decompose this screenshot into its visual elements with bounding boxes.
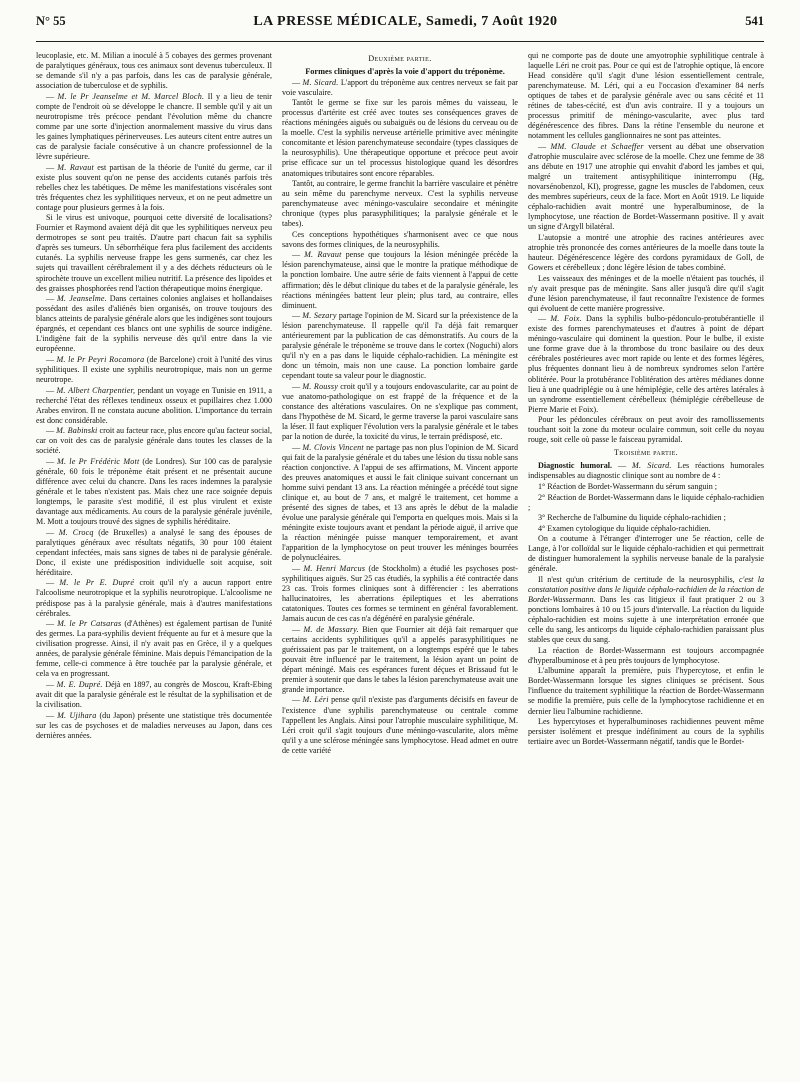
speaker-name: M. Ujihara <box>57 710 97 720</box>
speaker-name: MM. Claude et Schaeffer <box>550 141 644 151</box>
speaker-name: M. le Pr Peyri Rocamora <box>56 354 145 364</box>
paragraph: — M. Ujihara (du Japon) présente une statistique très documentée sur les cas de psychoses et de maladies nerveuses au Japon, dans ces dernières années. <box>36 710 272 740</box>
paragraph: — M. E. Dupré. Déjà en 1897, au congrès de Moscou, Kraft-Ebing avait dit que la paralysie générale est le résultat de la syphilisation et de la civilisation. <box>36 679 272 709</box>
speaker-name: M. Ravaut <box>57 162 94 172</box>
speaker-name: M. Albert Charpentier, <box>56 385 136 395</box>
speaker-name: M. de Massary. <box>303 624 359 634</box>
speaker-name: M. Babinski <box>56 426 98 436</box>
part-heading: Deuxième partie. <box>368 54 432 63</box>
column-3 <box>528 51 764 1071</box>
paragraph: — M. Sezary partage l'opinion de M. Sicard sur la préexistence de la lésion parenchymateuse. Il rappelle qu'il l'a déjà fait remarquer antérieurement par la publication de cas démonstratifs. Au cours de la paralysie générale le tréponème se trouve dans le cortex (Noguchi) alors qu'il n'y en a pas dans le liquide céphalo-rachidien. La méningite est donc un témoin, mais non une cause. La ponction lombaire garde cependant toute sa valeur pour le diagnostic. <box>282 311 518 381</box>
paragraph: Si le virus est univoque, pourquoi cette diversité de localisations? Fournier et Raymond avaient déjà dit que les syphilitiques nerveux peu dermotropes se sont peu traités. D'autre part chacun fait sa syphilis d'après ses tumeurs. Un séborrhéique fera plus facilement des accidents cutanés. La syphilis nerveuse frappe les gens surmenés, car chez les sujets qui travaillent cérébralement il y a des déchets réducteurs où le spirochète trouve un excellent milieu nutritif. La présence des lipoïdes et des graisses phosphorées rend l'action thérapeutique moins énergique. <box>36 213 272 293</box>
paragraph: — M. le Pr Catsaras (d'Athènes) est également partisan de l'unité des germes. La para-syphilis devient fréquente au fur et à mesure que la civilisation progresse. Ainsi, il n'y avait pas en Grèce, il y a quelques années, de paralysie générale féminine. Mais depuis l'émancipation de la femme, celle-ci commence à être touchée par la paralysie générale, et cela va en progressant. <box>36 619 272 679</box>
paragraph: Les vaisseaux des méninges et de la moelle n'étaient pas touchés, il n'y avait presque pas de méningite. Sans aller jusqu'à dire qu'il s'agit d'une lésion parenchymateuse, il faut reconnaître l'existence de formes qui évoluent de cette manière progressive. <box>528 273 764 313</box>
paragraph: Tantôt, au contraire, le germe franchit la barrière vasculaire et pénètre au sein même du parenchyme nerveux. C'est la syphilis nerveuse parenchymateuse avec méningo-vasculaire secondaire et méningite chronique (types plus parasyphilitiques; la paralysie générale et le tabes). <box>282 179 518 229</box>
issue-date: Samedi, 7 Août 1920 <box>425 14 558 29</box>
paragraph: — M. le Pr Peyri Rocamora (de Barcelone) croit à l'unité des virus syphilitiques. Il existe une syphilis neurotropique, mais non un germe neurotrope. <box>36 354 272 384</box>
paragraph: — M. le Pr Jeanselme et M. Marcel Bloch. Il y a lieu de tenir compte de l'endroit où se développe le chancre. Il semble qu'il y ait un neurotropisme très précoce pendant l'évolution même du chancre comme par une sorte d'injection anormalement massive du virus dans les gaines lymphatiques périnerveuses. Les auteurs citent entre autres un cas de paralysie faciale consécutive à un chancre professionnel de la lèvre supérieure. <box>36 91 272 161</box>
list-item: 2° Réaction de Bordet-Wassermann dans le liquide céphalo-rachidien ; <box>528 492 764 512</box>
column-1 <box>36 51 272 1071</box>
speaker-name: M. Foix. <box>550 314 582 324</box>
issue-number: N° 55 <box>36 14 66 28</box>
list-item: 4° Examen cytologique du liquide céphalo-rachidien. <box>538 523 711 533</box>
speaker-name: M. Sicard. <box>632 461 672 471</box>
emphasis: c'est la constatation positive dans le liquide céphalo-rachidien de la réaction de Bordet-Wassermann. <box>528 574 764 604</box>
speaker-name: M. Roussy <box>302 382 339 391</box>
paragraph: — M. Jeanselme. Dans certaines colonies anglaises et hollandaises possédant des asiles d'aliénés bien organisés, on trouve toujours des blancs atteints de paralysie générale alors que les indigènes sont toujours épargnés, et cependant ces blancs ont une syphilis de source indigène. L'indigène fait de la syphilis nerveuse dès qu'il entre dans la vie européenne. <box>36 294 272 354</box>
paragraph: — M. Crocq (de Bruxelles) a analysé le sang des épouses de paralytiques généraux avec résultats négatifs, 30 pour 100 étaient cependant infectées, mais sans signes de tabes ni de paralysie générale. Donc, il existe une prédisposition individuelle soit acquise, soit héréditaire. <box>36 527 272 577</box>
paragraph: — M. de Massary. Bien que Fournier ait déjà fait remarquer que certains accidents syphilitiques qu'il a appelés parasyphilitiques ne guérissaient pas par le traitement, on a longtemps espéré que le tabes pouvait être influencé par le traitement, la lésion ayant un point de départ méningé. Mais ces espérances furent déçues et Brissaud fut le premier à soutenir que dans le tabes la lésion parenchymateuse avait une grande importance. <box>282 624 518 694</box>
paragraph: Il n'est qu'un critérium de certitude de la neurosyphilis, c'est la constatation positive dans le liquide céphalo-rachidien de la réaction de Bordet-Wassermann. Dans les cas litigieux il faut pratiquer 2 ou 3 ponctions lombaires à 10 ou 15 jours d'intervalle. La réaction du liquide céphalo-rachidien est moins sujette à une interprétation erronée que celle du sang, les anticorps du liquide céphalo-rachidien paraissant plus stables que ceux du sang. <box>528 574 764 645</box>
speaker-name: M. le Pr Catsaras <box>57 619 122 629</box>
paragraph: — M. Albert Charpentier, pendant un voyage en Tunisie en 1911, a recherché l'état des réflexes tendineux osseux et pupillaires chez 1.000 Arabes environ. Il ne constata aucune abolition. L'importance du terrain est donc considérable. <box>36 385 272 425</box>
speaker-name: M. Ravaut <box>304 250 342 260</box>
paragraph: Tantôt le germe se fixe sur les parois mêmes du vaisseau, le processus d'artérite est créé avec toutes ses conséquences graves de réactions méningées aiguës ou subaiguës ou de lésions du cerveau ou de la moelle. C'est la syphilis nerveuse artérielle primitive avec méningite concomitante et lésion parenchymateuse secondaire (types classiques de la neurosyphilis). Une thérapeutique opportune et précoce peut avoir prise efficace sur un tel processus histologique quand les désordres anatomiques tributaires sont encore réparables. <box>282 98 518 178</box>
speaker-name: M. Jeanselme. <box>56 294 107 304</box>
journal-title <box>253 14 557 30</box>
speaker-name: M. Sezary <box>302 311 337 321</box>
speaker-name: M. Sicard. <box>302 77 339 87</box>
speaker-name: M. E. Dupré. <box>56 679 103 689</box>
speaker-name: M. le Pr Frédéric Mott <box>57 456 140 466</box>
paragraph: On a coutume à l'étranger d'interroger une 5e réaction, celle de Lange, à l'or colloïdal sur le liquide céphalo-rachidien et qui permettrait de distinguer humoralement la syphilis nerveuse banale de la paralysie générale. <box>528 534 764 574</box>
paragraph: qui ne comporte pas de doute une amyotrophie syphilitique centrale à laquelle Léri ne croit pas. Pour ce qui est de l'atrophie optique, là encore Head considère qu'il s'agit d'une lésion essentiellement centrale, parenchymateuse. M. Léri, qui a eu l'occasion d'examiner 84 nerfs optiques de tabes et de paralysie générale avec ou sans cécité et 11 rétines de tabes-cécité, est d'un avis contraire. Il y a toujours un processus primitif de méningo-vascularite, avec plus tard dégénérescence des fibres. Dans la rétine l'ensemble du neurone et notamment les cellules ganglionnaires ne sont pas atteintes. <box>528 51 764 141</box>
paragraph: — MM. Claude et Schaeffer versent au débat une observation d'atrophie musculaire avec sclérose de la moelle. Chez une femme de 38 ans débute en 1917 une atrophie qui envahit d'abord les jambes et qui, malgré un traitement antisyphilitique ininterrompu (Hg, novarsénobenzol, KI), progresse, gagne les muscles de l'abdomen, ceux des membres supérieurs, ceux de la face. Mort en Août 1919. Le liquide céphalo-rachidien avait montré une hyperalbuminose, de la lymphocytose, une réaction de Bordet-Wassermann positive. Il y avait un signe d'Argyll bilatéral. <box>528 141 764 232</box>
paragraph: La réaction de Bordet-Wassermann est toujours accompagnée d'hyperalbuminose et à peu près toujours de lymphocytose. <box>528 645 764 665</box>
section-heading: Formes cliniques d'après la voie d'apport du tréponème. <box>305 67 505 77</box>
speaker-name: M. Léri <box>302 695 329 705</box>
part-heading: Troisième partie. <box>613 448 679 458</box>
paragraph: — M. Sicard. L'apport du tréponème aux centres nerveux se fait par voie vasculaire. <box>282 77 518 97</box>
speaker-name: M. Henri Marcus <box>303 563 366 573</box>
paragraph: — M. le Pr E. Dupré croit qu'il n'y a aucun rapport entre l'alcoolisme neurotropique et la syphilis neurotropique. L'alcoolisme ne prédispose pas à la paralysie générale, mais à d'autres manifestations cérébrales. <box>36 578 272 618</box>
paragraph: — M. Ravaut pense que toujours la lésion méningée précède la lésion parenchymateuse, ainsi que le montre la pratique méthodique de la ponction lombaire. Une autre série de faits viennent à l'appui de cette affirmation; dès le début clinique du tabes et de la paralysie générale, les réactions méningées battent leur plein; plus tard, au contraire, elles diminuent. <box>282 250 518 310</box>
paragraph: — M. Foix. Dans la syphilis bulbo-pédonculo-protubérantielle il existe des formes parenchymateuses et d'autres à point de départ méningo-vasculaire qui dominent la question. Pour le bulbe, il existe une forme grave due à la thrombose du tronc basilaire ou des deux cérébrales postérieures avec mort rapide ou lente et des formes légères, plus fréquentes donnant lieu à de nombreux syndromes selon l'artère oblitérée. Pour la protubérance l'oblitération des artères médianes donne lieu à une quadriplégie ou à une hémiplégie, celle des artères latérales à un syndrome essentiellement cérébelleux (hémiplégie cérébelleuse de Pierre Marie et Foix). <box>528 314 764 414</box>
speaker-name: M. le Pr E. Dupré <box>59 578 135 588</box>
paragraph: — M. Clovis Vincent ne partage pas non plus l'opinion de M. Sicard qui fait de la paralysie générale et du tabes une lésion du tissu noble sans réaction conjonctive. A l'appui de ses affirmations, M. Vincent apporte des preuves anatomiques et aussi le fait clinique suivant concernant un homme suivi pendant 13 ans. La réaction méningée a précédé tout signe clinique et, au bout de 7 ans, et malgré le traitement, cet homme a présenté des signes de tabes, et 13 ans après le début de la maladie évolue une paralysie générale qui l'emporta en quelques mois. Mais si la méningite existe toujours avant et pendant la période aiguë, il arrive que la réaction méningée puisse manquer temporairement, et avant l'apparition de la lymphocytose on peut trouver les méninges bourrées de polynucléaires. <box>282 442 518 563</box>
paragraph: Pour les pédoncules cérébraux on peut avoir des ramollissements touchant soit la zone du moteur oculaire commun, soit celle du noyau rouge, soit celle où passe le faisceau pyramidal. <box>528 415 764 445</box>
paragraph: — M. Roussy croit qu'il y a toujours endovascularite, car au point de vue anatomo-pathologique on est frappé de la fréquence et de la constance des altérations vasculaires. On ne s'explique pas comment, dans l'hypothèse de M. Sicard, le germe traverse la paroi vasculaire sans la léser. Il faut expliquer l'évolution vers la paralysie générale et le tabes par la notion de durée, la toxicité du virus, le terrain prédisposé, etc. <box>282 382 518 442</box>
paragraph: — M. Léri pense qu'il n'existe pas d'arguments décisifs en faveur de l'existence d'une syphilis parenchymateuse ou centrale comme l'appellent les Anglais. Ainsi pour l'atrophie musculaire syphilitique, M. Léri croit qu'il s'agit toujours d'une méningo-vascularite, alors même qu'il y a une sclérose méningée sans lymphocytose. Head admet en outre de cette variété <box>282 695 518 755</box>
paragraph: — M. Ravaut est partisan de la théorie de l'unité du germe, car il existe plus souvent qu'on ne pense des accidents cutanés parfois très rebelles chez les tabétiques. De même les manifestations viscérales sont très fréquentes chez les syphilitiques nerveux, et on ne peut admettre un contage pour plusieurs germes à la fois. <box>36 162 272 212</box>
list-item: 3° Recherche de l'albumine du liquide céphalo-rachidien ; <box>538 513 726 523</box>
speaker-name: M. Crocq <box>58 527 94 537</box>
paragraph: L'autopsie a montré une atrophie des racines antérieures avec atrophie très prononcée des cornes antérieures de la moelle dans toute la hauteur. Dégénérescence légère des cordons pyramidaux de Goll, de Gowers et cérébelleux ; donc légère lésion de tabes combiné. <box>528 232 764 272</box>
column-2 <box>282 51 518 1071</box>
paragraph: Ces conceptions hypothétiques s'harmonisent avec ce que nous savons des formes cliniques, de la neurosyphilis. <box>282 229 518 249</box>
journal-name: LA PRESSE MÉDICALE, <box>253 14 422 29</box>
speaker-name: M. le Pr Jeanselme et M. Marcel Bloch. <box>57 91 205 101</box>
paragraph: Les hypercytoses et hyperalbuminoses rachidiennes peuvent même persister isolément et presque indéfiniment au cours de la syphilis tertiaire avec un Bordet-Wassermann négatif, tandis que le Bordet- <box>528 717 764 747</box>
paragraph: — M. Henri Marcus (de Stockholm) a étudié les psychoses post-syphilitiques aiguës. Sur 25 cas étudiés, la syphilis a été contractée dans 23 cas. Trois formes cliniques sont à différencier : les aberrations hallucinatoires, les aberrations épileptiques et les aberrations catatoniques. Toutes ces formes se terminent en général favorablement. Jamais aucun de ces cas n'a dégénéré en paralysie générale. <box>282 563 518 624</box>
running-header <box>36 14 764 42</box>
paragraph: — M. le Pr Frédéric Mott (de Londres). Sur 100 cas de paralysie générale, 60 fois le tréponème était présent et ne présentait aucune différence avec celui du chancre. Dans les races indemnes la paralysie générale et le tabes n'existent pas. Mais chez une race soignée depuis longtemps, le parasite s'est modifié, il est plus virulent et existe davantage aux médicaments. Au cours de la paralysie générale juvénile, M. Mott a toujours trouvé des signes de syphilis héréditaire. <box>36 456 272 527</box>
article-columns <box>36 51 764 1071</box>
speaker-name: M. Clovis Vincent <box>302 442 364 452</box>
list-item: 1° Réaction de Bordet-Wassermann du sérum sanguin ; <box>538 481 718 491</box>
paragraph: L'albumine apparaît la première, puis l'hypercytose, et enfin le Bordet-Wassermann lorsque les signes cliniques se précisent. Sous l'influence du traitement syphilitique la réaction de Bordet-Wassermann se modifie la première, puis celle de la lymphocytose rachidienne et en dernier lieu l'albumine rachidienne. <box>528 666 764 716</box>
paragraph: Diagnostic humoral. — M. Sicard. Les réactions humorales indispensables au diagnostic clinique sont au nombre de 4 : <box>528 461 764 481</box>
paragraph: leucoplasie, etc. M. Milian a inoculé à 5 cobayes des germes provenant de paralytiques généraux, tous ces animaux sont devenus tuberculeux. Il se demande s'il n'y a pas parfois, dans les cas de paralysie générale, association de tuberculose et de syphilis. <box>36 51 272 91</box>
paragraph: — M. Babinski croit au facteur race, plus encore qu'au facteur social, car on voit des cas de paralysie générale dans toutes les classes de la société. <box>36 426 272 456</box>
section-heading: Diagnostic humoral. <box>538 461 613 471</box>
page-number: 541 <box>745 14 764 28</box>
